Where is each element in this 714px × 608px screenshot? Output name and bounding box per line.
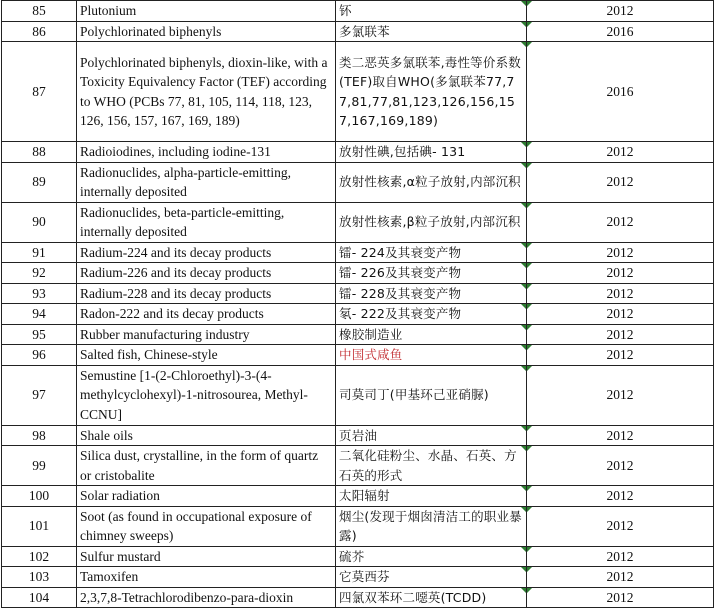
table-row (2, 567, 714, 588)
cell-marker-icon (527, 1, 532, 6)
agent-chinese: 类二恶英多氯联苯,毒性等价系数(TEF)取自WHO(多氯联苯77,77,81,77,81,123,126,156,157,167,169,189) (336, 42, 527, 142)
agent-english: Solar radiation (77, 486, 336, 507)
year-cell: 2012 (527, 304, 714, 325)
table-row (2, 425, 714, 446)
table-row (2, 546, 714, 567)
agent-chinese: 页岩油 (336, 425, 527, 446)
agent-english: Semustine [1-(2-Chloroethyl)-3-(4-methylcyclohexyl)-1-nitrosourea, Methyl-CCNU] (77, 365, 336, 425)
agent-chinese: 橡胶制造业 (336, 324, 527, 345)
row-number: 99 (2, 446, 77, 486)
table-row (2, 446, 714, 486)
year-cell: 2012 (527, 345, 714, 366)
row-number: 100 (2, 486, 77, 507)
table-row (2, 242, 714, 263)
cell-marker-icon (521, 345, 526, 350)
agent-chinese: 放射性碘,包括碘- 131 (336, 142, 527, 163)
table-row (2, 345, 714, 366)
year-cell: 2016 (527, 42, 714, 142)
agent-english: Polychlorinated biphenyls, dioxin-like, with a Toxicity Equivalency Factor (TEF) according to WHO (PCBs 77, 81, 105, 114, 118, 123, 126, 156, 157, 167, 169, 189) (77, 42, 336, 142)
agent-english: Radium-228 and its decay products (77, 283, 336, 304)
year-cell: 2012 (527, 202, 714, 242)
cell-marker-icon (521, 284, 526, 289)
row-number: 89 (2, 162, 77, 202)
table-row (2, 283, 714, 304)
cell-marker-icon (521, 203, 526, 208)
row-number: 96 (2, 345, 77, 366)
row-number: 103 (2, 567, 77, 588)
table-row (2, 202, 714, 242)
cell-marker-icon (527, 567, 532, 572)
agent-english: Radionuclides, alpha-particle-emitting, internally deposited (77, 162, 336, 202)
table-row (2, 486, 714, 507)
table-row (2, 42, 714, 142)
agent-chinese: 司莫司丁(甲基环己亚硝脲) (336, 365, 527, 425)
cell-marker-icon (521, 42, 526, 47)
agent-english: Shale oils (77, 425, 336, 446)
cell-marker-icon (521, 547, 526, 552)
agent-english: Radionuclides, beta-particle-emitting, internally deposited (77, 202, 336, 242)
year-cell: 2016 (527, 21, 714, 42)
cell-marker-icon (521, 1, 526, 6)
row-number: 94 (2, 304, 77, 325)
cell-marker-icon (521, 304, 526, 309)
year-cell: 2012 (527, 324, 714, 345)
year-cell: 2012 (527, 425, 714, 446)
agent-english: Polychlorinated biphenyls (77, 21, 336, 42)
table-row (2, 263, 714, 284)
cell-marker-icon (521, 567, 526, 572)
year-cell: 2012 (527, 283, 714, 304)
cell-marker-icon (527, 547, 532, 552)
row-number: 91 (2, 242, 77, 263)
cell-marker-icon (527, 588, 532, 593)
year-cell: 2012 (527, 365, 714, 425)
cell-marker-icon (527, 304, 532, 309)
cell-marker-icon (527, 163, 532, 168)
agent-chinese: 镭- 228及其衰变产物 (336, 283, 527, 304)
year-cell: 2012 (527, 486, 714, 507)
row-number: 97 (2, 365, 77, 425)
cell-marker-icon (521, 263, 526, 268)
row-number: 104 (2, 587, 77, 608)
year-cell: 2012 (527, 162, 714, 202)
year-cell: 2012 (527, 242, 714, 263)
cell-marker-icon (527, 142, 532, 147)
row-number: 95 (2, 324, 77, 345)
cell-marker-icon (521, 325, 526, 330)
year-cell: 2012 (527, 446, 714, 486)
row-number: 98 (2, 425, 77, 446)
cell-marker-icon (527, 345, 532, 350)
cell-marker-icon (527, 486, 532, 491)
cell-marker-icon (521, 446, 526, 451)
table-row (2, 142, 714, 163)
row-number: 93 (2, 283, 77, 304)
agent-english: Rubber manufacturing industry (77, 324, 336, 345)
agent-chinese: 硫芥 (336, 546, 527, 567)
table-row (2, 21, 714, 42)
year-cell: 2012 (527, 142, 714, 163)
year-cell: 2012 (527, 1, 714, 22)
cell-marker-icon (527, 325, 532, 330)
table-row (2, 506, 714, 546)
cell-marker-icon (527, 263, 532, 268)
agent-english: Radioiodines, including iodine-131 (77, 142, 336, 163)
table-row (2, 304, 714, 325)
agent-english: Tamoxifen (77, 567, 336, 588)
agent-english: Radium-226 and its decay products (77, 263, 336, 284)
agent-chinese: 放射性核素,α粒子放射,内部沉积 (336, 162, 527, 202)
agent-chinese: 镭- 226及其衰变产物 (336, 263, 527, 284)
table-row (2, 1, 714, 22)
year-cell: 2012 (527, 567, 714, 588)
agent-english: 2,3,7,8-Tetrachlorodibenzo-para-dioxin (77, 587, 336, 608)
cell-marker-icon (521, 426, 526, 431)
agent-chinese: 镭- 224及其衰变产物 (336, 242, 527, 263)
cell-marker-icon (527, 284, 532, 289)
table-row (2, 324, 714, 345)
row-number: 90 (2, 202, 77, 242)
carcinogen-table (1, 0, 714, 608)
agent-english: Salted fish, Chinese-style (77, 345, 336, 366)
row-number: 85 (2, 1, 77, 22)
year-cell: 2012 (527, 587, 714, 608)
cell-marker-icon (521, 243, 526, 248)
cell-marker-icon (527, 507, 532, 512)
agent-english: Sulfur mustard (77, 546, 336, 567)
year-cell: 2012 (527, 546, 714, 567)
agent-chinese: 烟尘(发现于烟囱清洁工的职业暴露) (336, 506, 527, 546)
year-cell: 2012 (527, 263, 714, 284)
agent-english: Radium-224 and its decay products (77, 242, 336, 263)
agent-chinese: 放射性核素,β粒子放射,内部沉积 (336, 202, 527, 242)
cell-marker-icon (527, 42, 532, 47)
row-number: 102 (2, 546, 77, 567)
agent-chinese: 多氯联苯 (336, 21, 527, 42)
cell-marker-icon (527, 426, 532, 431)
agent-chinese: 氡- 222及其衰变产物 (336, 304, 527, 325)
agent-chinese: 二氧化硅粉尘、水晶、石英、方石英的形式 (336, 446, 527, 486)
row-number: 92 (2, 263, 77, 284)
agent-chinese: 中国式咸鱼 (336, 345, 527, 366)
cell-marker-icon (527, 366, 532, 371)
cell-marker-icon (521, 366, 526, 371)
table-row (2, 365, 714, 425)
agent-english: Radon-222 and its decay products (77, 304, 336, 325)
cell-marker-icon (521, 486, 526, 491)
cell-marker-icon (521, 507, 526, 512)
row-number: 88 (2, 142, 77, 163)
cell-marker-icon (521, 142, 526, 147)
table-row (2, 587, 714, 608)
agent-english: Plutonium (77, 1, 336, 22)
cell-marker-icon (521, 163, 526, 168)
agent-english: Soot (as found in occupational exposure of chimney sweeps) (77, 506, 336, 546)
row-number: 87 (2, 42, 77, 142)
agent-chinese: 四氯双苯环二噁英(TCDD) (336, 587, 527, 608)
agent-chinese: 钚 (336, 1, 527, 22)
cell-marker-icon (527, 22, 532, 27)
cell-marker-icon (521, 22, 526, 27)
table-row (2, 162, 714, 202)
cell-marker-icon (521, 588, 526, 593)
cell-marker-icon (527, 446, 532, 451)
cell-marker-icon (527, 243, 532, 248)
agent-english: Silica dust, crystalline, in the form of quartz or cristobalite (77, 446, 336, 486)
year-cell: 2012 (527, 506, 714, 546)
agent-chinese: 它莫西芬 (336, 567, 527, 588)
row-number: 101 (2, 506, 77, 546)
agent-chinese: 太阳辐射 (336, 486, 527, 507)
cell-marker-icon (527, 203, 532, 208)
row-number: 86 (2, 21, 77, 42)
